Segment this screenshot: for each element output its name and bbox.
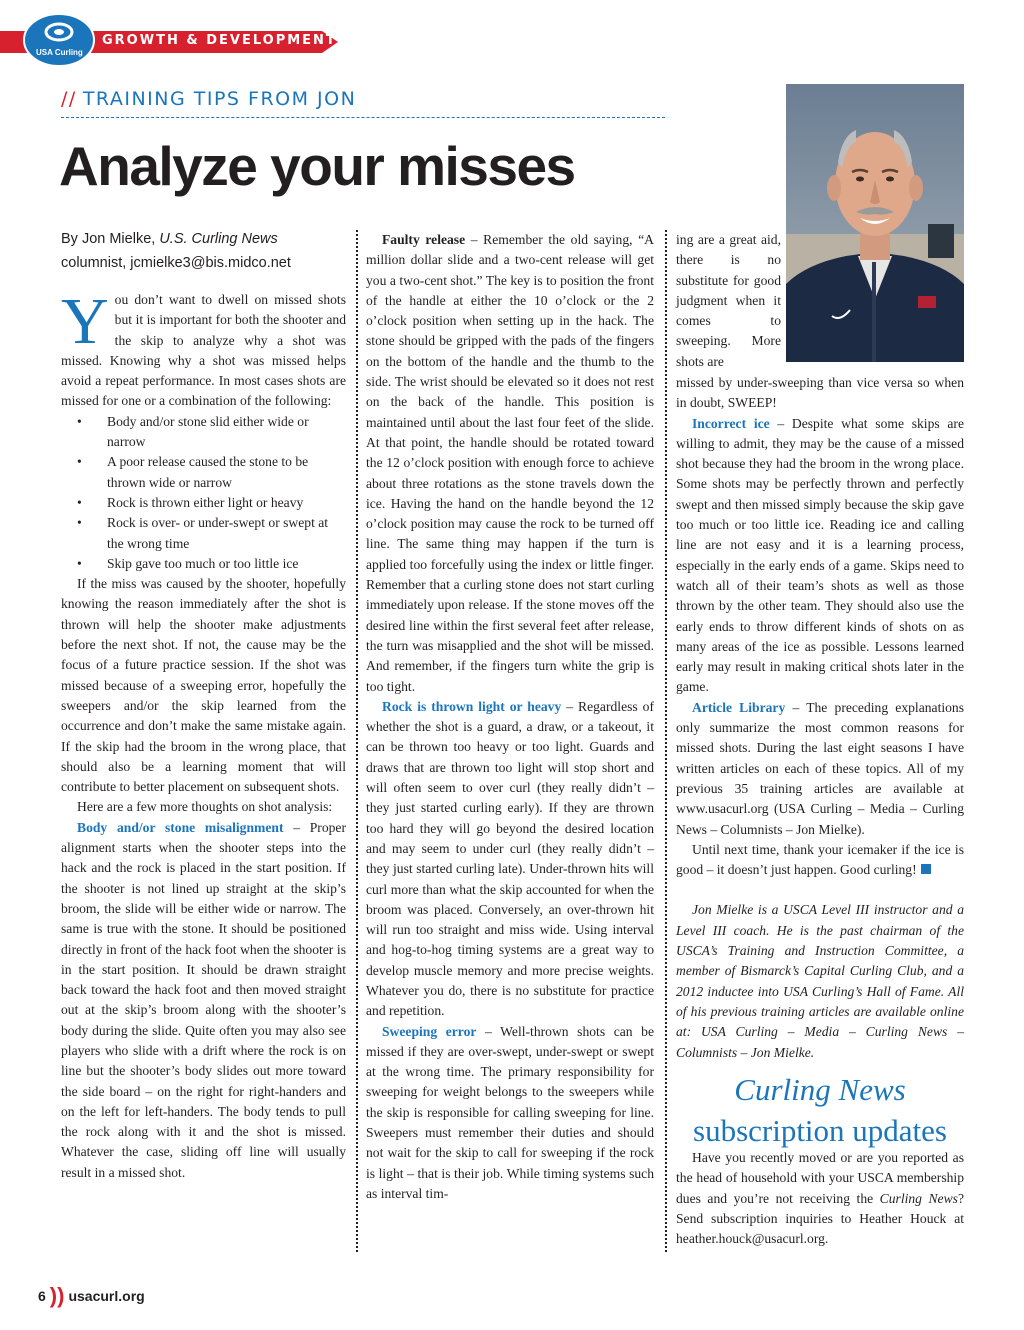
body-paragraph: Rock is thrown light or heavy – Regardless of whether the shot is a guard, a draw, or a takeout, it can be thrown too heavy or too light. Guards and draws that are thrown too light will stop short and will often seem to over curl (they really didn’t – they just started curling early). If they are thrown too hard they will go beyond the desired location and may seem to under curl (they really didn’t – they just started curling late). Under-thrown hits will curl more than what the skip accounted for when the broom was placed. Conversely, an over-thrown hit will run too straight and miss wide. Using interval and hog-to-hog timing systems are a great way to develop muscle memory and more precise weights. Whatever you do, there is no substitute for practice and repetition. bbox=[366, 698, 654, 1019]
usa-curling-logo bbox=[22, 12, 96, 68]
miss-reasons-list bbox=[61, 412, 346, 574]
body-paragraph: ing are a great aid, there is no substitute for good judgment when it comes to sweeping. More shots are bbox=[676, 232, 781, 369]
subscription-title-line1: Curling News bbox=[734, 1072, 906, 1107]
footer-site: usacurl.org bbox=[68, 1288, 145, 1304]
section-slashes: // bbox=[61, 88, 77, 110]
author-photo bbox=[786, 84, 964, 362]
section-label bbox=[61, 88, 356, 110]
list-item: • A poor release caused the stone to be thrown wide or narrow bbox=[107, 452, 346, 493]
body-paragraph: If the miss was caused by the shooter, hopefully knowing the reason immediately after the shot is thrown will help the shooter make adjustments before the next shot. If not, the cause may be the focus of a future practice session. If the shot was missed because of a sweeping error, hopefully the sweepers and/or the skip learned from the occurrence and don’t make the same mistake again. If the skip had the broom in the wrong place, that should also be a learning moment that will contribute to better placement on subsequent shots. bbox=[61, 576, 346, 795]
page-footer bbox=[38, 1283, 145, 1309]
page-number: 6 bbox=[38, 1288, 46, 1304]
subscription-title bbox=[676, 1069, 964, 1151]
banner-text: GROWTH & DEVELOPMENT bbox=[102, 33, 337, 48]
logo-text: USA Curling bbox=[36, 48, 83, 57]
body-paragraph: missed by under-sweeping than vice versa so when in doubt, SWEEP! bbox=[676, 375, 964, 411]
body-paragraph: Here are a few more thoughts on shot analysis: bbox=[77, 799, 333, 815]
article-title: Analyze your misses bbox=[59, 135, 575, 197]
section-label-text: TRAINING TIPS FROM JON bbox=[82, 88, 357, 110]
byline-author: By Jon Mielke, bbox=[61, 231, 160, 247]
curling-news-italic: Curling News bbox=[879, 1190, 958, 1206]
list-item: • Rock is over- or under-swept or swept at the wrong time bbox=[107, 513, 346, 554]
list-item: • Body and/or stone slid either wide or narrow bbox=[107, 412, 346, 453]
subhead-light-heavy: Rock is thrown light or heavy bbox=[382, 698, 562, 714]
section-divider bbox=[61, 117, 665, 118]
list-item: • Rock is thrown either light or heavy bbox=[107, 493, 346, 513]
end-mark-icon bbox=[921, 864, 931, 874]
body-paragraph: Body and/or stone misalignment – Proper alignment starts when the shooter steps into the hack and the rock is placed in the start position. If the shooter is not lined up straight at the skip’s broom, the slide will be either wide or narrow. The same is true with the stone. It should be positioned directly in front of the hack foot when the shooter is in the start position. It should be drawn straight back toward the hack foot and then moved straight out at the skip’s broom along with the shooter’s body during the slide. Quite often you may also see players who slide with a drift where the rock is on line but the shooter’s body slides out more toward the side board – on the right for right-handers and on the left for left-handers. The body tends to pull the rock along with it and the shot is missed. Whatever the case, sliding off line will usually result in a missed shot. bbox=[61, 819, 346, 1180]
subscription-title-line2: subscription updates bbox=[693, 1113, 947, 1148]
drop-cap: Y bbox=[61, 285, 109, 358]
byline-contact: columnist, jcmielke3@bis.midco.net bbox=[61, 255, 291, 271]
column-3 bbox=[676, 373, 964, 1063]
column-2 bbox=[366, 230, 654, 1204]
subhead-faulty-release: Faulty release bbox=[382, 232, 466, 247]
byline bbox=[61, 227, 351, 275]
subscription-body: Have you recently moved or are you reported as the head of household with your USCA membership dues and you’re not receiving the Curling News? Send subscription inquiries to Heather Houck at heather.houck@usacurl.org. bbox=[676, 1150, 964, 1247]
footer-mark: )) bbox=[49, 1283, 65, 1308]
closing-paragraph: Until next time, thank your icemaker if the ice is good – it doesn’t just happen. Good curling! bbox=[676, 841, 964, 878]
body-paragraph: Article Library – The preceding explanations only summarize the most common reasons for missed shots. During the last eight seasons I have written articles on each of these topics. All of my previous 35 training articles are available at www.usacurl.org (USA Curling – Media – Curling News – Columnists – Jon Mielke). bbox=[676, 699, 965, 837]
subhead-body-misalignment: Body and/or stone misalignment bbox=[77, 819, 284, 835]
body-paragraph: Incorrect ice – Despite what some skips are willing to admit, they may be the cause of a missed shot because they had the broom in the wrong place. Some shots may be perfectly thrown and perfectly swept and then missed simply because the skip gave too much or too little ice. Reading ice and calling line are not easy and it is a learning process, especially in the early ends of a game. Skips need to watch all of their team’s shots as well as those thrown by the other team. They should also use the early ends to throw different kinds of shots on as many areas of the ice as possible. Lessons learned early may result in making critical shots later in the game. bbox=[676, 415, 964, 695]
subhead-incorrect-ice: Incorrect ice bbox=[692, 415, 770, 431]
column-1 bbox=[61, 285, 346, 1183]
subhead-sweeping-error: Sweeping error bbox=[382, 1023, 477, 1039]
body-paragraph: Faulty release – Remember the old saying, “A million dollar slide and a two-cent release will get you a two-cent shot.” The key is to position the front of the handle at either the 10 o’clock or the 2 o’clock position when setting up in the hack. The stone should be gripped with the pads of the fingers on the bottom of the handle and the thumb to the side. The wrist should be elevated so it does not rest on the back of the handle. This position is maintained until about the last four feet of the slide. At that point, the handle should be rotated toward the 12 o’clock position with enough force to achieve about three rotations as the stone travels down the ice. Having the hand on the handle beyond the 12 o’clock position may cause the rock to be turned off line. The same thing may happen if the turn is applied too forcefully using the index or little finger. Remember that a curling stone does not start curling immediately upon release. If the stone moves off the desired line within the first several feet after release, the turn was misapplied and the shot will be missed. And remember, if the fingers turn white the grip is too tight. bbox=[366, 232, 654, 694]
author-bio: Jon Mielke is a USCA Level III instructor and a Level III coach. He is the past chairman of the USCA’s Training and Instruction Committee, a member of Bismarck’s Capital Curling Club, and a 2012 inductee into USA Curling’s Hall of Fame. All of his previous training articles are available online at: USA Curling – Media – Curling News – Columnists – Jon Mielke. bbox=[676, 902, 964, 1060]
intro-paragraph: You don’t want to dwell on missed shots but it is important for both the shooter and the skip to analyze why a shot was missed. Knowing why a shot was missed helps avoid a repeat performance. In most cases shots are missed for one or a combination of the following: bbox=[61, 285, 346, 409]
byline-publication: U.S. Curling News bbox=[159, 231, 278, 247]
subhead-article-library: Article Library bbox=[692, 699, 786, 715]
body-paragraph: Sweeping error – Well-thrown shots can be missed if they are over-swept, under-swept or swept at the wrong time. The primary responsibility for sweeping for weight belongs to the sweepers while the skip is responsible for calling sweeping for line. Sweepers must remember their duties and should not wait for the skip to call for sweeping if the rock is light – that is their job. While timing systems such as interval tim- bbox=[366, 1023, 654, 1201]
column-3-top bbox=[676, 230, 781, 372]
list-item: • Skip gave too much or too little ice bbox=[107, 554, 346, 574]
column-divider-1 bbox=[356, 230, 358, 1252]
column-divider-2 bbox=[665, 230, 667, 1252]
